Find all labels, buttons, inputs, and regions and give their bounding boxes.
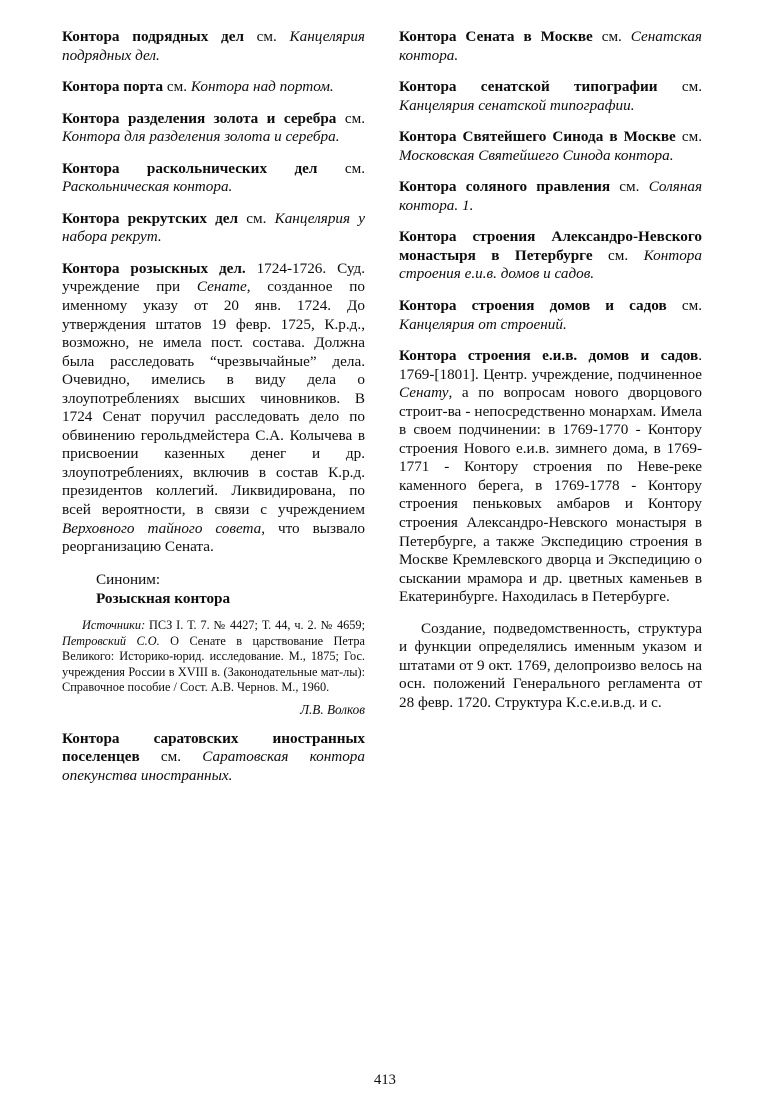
entry-cross-reference: Контора строения е.и.в. домов и садов. [399,246,702,283]
entry-headword: Контора саратовских иностранных поселенцев [62,729,365,766]
entry-cross-reference: Саратовская контора опекунства иностранных. [62,748,365,784]
entry-see-ref: см. [163,78,191,96]
entry-see-ref: см. [139,748,203,766]
entry-kontora-saratovskih-inostrannyh-poselencev [62,730,365,786]
entry-kontora-raskolnicheskih-del [62,160,365,197]
entry-see-ref: см. [238,209,275,227]
entry-body-part-1: . 1769-[1801]. Центр. учреждение, подчиненное [399,347,702,383]
sources-author-italic: Петровский С.О. [62,633,160,648]
sources-text-2: О Сенате в царствование Петра Великого: Историко-юрид. исследование. М., 1875; Гос. учреждения России в XVIII в. (Законодательные мат-лы): Справочное пособие / Сост. А.В. Чернов. М., 1960. [62,633,365,695]
synonym-value: Розыскная контора [96,590,231,608]
entry-see-ref: см. [610,178,649,196]
entry-kontora-stroeniya-aleksandro-nevskogo-monastyrya [399,228,702,284]
entry-cross-reference: Канцелярия от строений. [399,315,567,333]
entry-kontora-solyanogo-pravleniya [399,178,702,215]
entry-headword: Контора разделения золота и серебра [62,109,337,127]
entry-cross-reference-senat: Сенате [196,278,247,296]
entry-headword: Контора Сената в Москве [399,28,593,45]
left-column [62,28,365,1038]
entry-cross-reference: Контора над портом. [190,78,334,96]
entry-headword: Контора соляного правления [399,178,611,196]
entry-headword: Контора подрядных дел [62,28,244,45]
entry-headword: Контора строения е.и.в. домов и садов [399,347,699,365]
entry-kontora-rekrutskih-del [62,210,365,247]
right-column [399,28,702,1038]
entry-see-ref: см. [657,78,702,96]
entry-see-ref: см. [666,297,702,315]
entry-kontora-razdeleniya-zolota-i-serebra [62,110,365,147]
entry-kontora-senata-v-moskve [399,28,702,65]
entry-cross-reference: Канцелярия у набора рекрут. [62,209,366,246]
entry-kontora-senatskoy-tipografii [399,78,702,115]
entry-paragraph-2: Создание, подведомственность, структура и функции определялись именным указом и штатами от 9 окт. 1769, делопроизво велось на осн. положений Генерального регламента от 28 февр. 1720. Структура К.с.е.и.в.д. и с. [399,619,702,711]
entry-headword: Контора строения Александро-Невского монастыря в Петербурге [399,228,702,264]
entry-see-ref: см. [317,159,366,177]
entry-headword: Контора сенатской типографии [399,78,658,96]
entry-kontora-stroeniya-eiv-domov-i-sadov [399,347,702,607]
entry-body-part-1: 1724-1726. Суд. учреждение при [62,259,365,296]
synonym-block [62,570,365,610]
entry-see-ref: см. [243,28,290,45]
entry-headword: Контора рекрутских дел [62,209,239,227]
entry-headword: Контора Святейшего Синода в Москве [399,128,676,146]
entry-body-part-2: , созданное по именному указу от 20 янв. 1724. До утверждения штатов 19 февр. 1725, К.р.д., возможно, не имела пост. состава. Должна была расследовать “чрезвычайные” дела. Очевидно, имелись в виду дела о злоупотреблениях высших чиновников. В 1724 Сенат поручил расследовать дело по обвинению герольдмейстера С.А. Колычева в присвоении казенных денег и др. злоупотреблениях, включив в состав К.р.д. президентов коллегий. Ликвидирована, по всей вероятности, в связи с учреждением [62,278,366,519]
entry-see-ref: см. [592,28,631,45]
page-columns [62,28,718,1038]
entry-cross-reference: Канцелярия подрядных дел. [62,28,365,64]
sources-label: Источники: [82,618,146,633]
page-number: 413 [374,1072,396,1088]
entry-kontora-porta [62,78,365,97]
entry-kontora-rozysknyh-del [62,260,365,557]
entry-headword: Контора строения домов и садов [399,297,667,315]
entry-cross-reference: Контора для разделения золота и серебра. [62,128,340,146]
entry-cross-reference: Сенатская контора. [399,28,702,64]
entry-cross-reference: Раскольническая контора. [62,178,233,196]
entry-cross-reference-senat: Сенату [399,384,449,402]
entry-see-ref: см. [675,128,702,146]
entry-kontora-svyateyshego-sinoda-v-moskve [399,128,702,165]
entry-kontora-stroeniya-domov-i-sadov [399,297,702,334]
entry-author: Л.В. Волков [300,701,365,717]
sources-note [62,618,365,695]
entry-see-ref: см. [336,109,365,127]
sources-text-1: ПСЗ I. Т. 7. № 4427; Т. 44, ч. 2. № 4659; [145,618,365,633]
entry-body-part-2: , а по вопросам нового дворцового строит-ва - непосредственно монархам. Имела в своем подчинении: в 1769-1770 - Контору строения Нового е.и.в. зимнего дома, в 1769-1771 - Контору строения по Неве-реке каменного берега, в 1769-1778 - Контору строения пеньковых амбаров и Контору строения Александро-Невского монастыря в Петербурге, а также Экспедицию строения в Москве Кремлевского дворца и Экспедицию о сыскании мрамора и др. цветных каменьев в Екатеринбурге. Находилась в Петербурге. [399,384,702,606]
entry-see-ref: см. [592,246,644,264]
entry-cross-reference-sovet: Верховного тайного совета [62,519,262,537]
entry-headword: Контора раскольнических дел [62,159,318,177]
entry-body-part-3: , что вызвало реорганизацию Сената. [62,519,365,556]
entry-headword: Контора розыскных дел. [62,259,246,277]
entry-kontora-podryadnyh-del [62,28,365,65]
entry-cross-reference: Соляная контора. 1. [399,178,703,214]
entry-cross-reference: Канцелярия сенатской типографии. [399,96,635,114]
entry-headword: Контора порта [62,78,164,96]
synonym-label: Синоним: [96,570,161,588]
entry-cross-reference: Московская Святейшего Синода контора. [399,146,674,164]
